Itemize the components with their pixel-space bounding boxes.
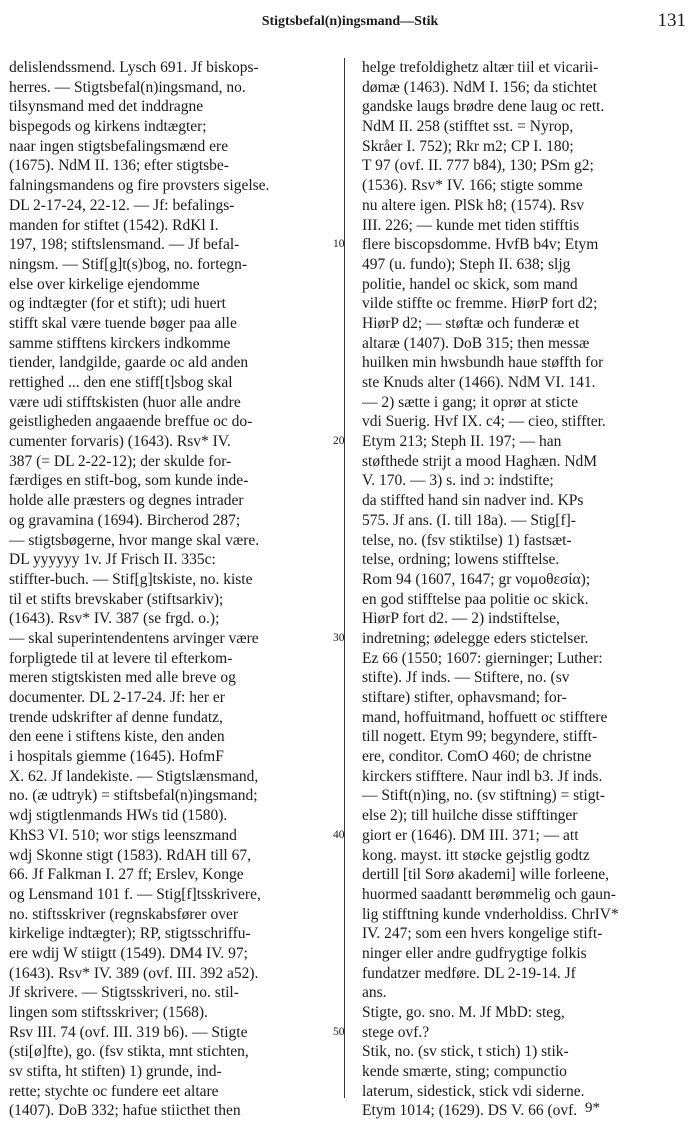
text-line: støfthede strijt a mood Haghæn. NdM [362,452,598,470]
text-line: vdi Suerig. Hvf IX. c4; — cieo, stiffter. [362,413,606,431]
text-line: (1675). NdM II. 136; efter stigtsbe- [9,157,229,175]
text-line: falningsmandens og fire provsters sigelse. [9,177,270,195]
text-line: stifft skal være tuende bøger paa alle [9,314,237,332]
text-line: mand, hoffuitmand, hoffuett oc stifftere [362,708,608,726]
text-line: wdj Skonne stigt (1583). RdAH till 67, [9,846,251,864]
text-line: III. 226; — kunde met tiden stifftis [362,216,580,234]
text-line: lig stifftning kunde vnderholdiss. ChrIV* [362,905,619,923]
text-line: og indtægter (for et stift); udi huert [9,295,226,313]
text-line: till nogett. Etym 99; begyndere, stifft- [362,728,598,746]
text-line: færdiges en stift-bog, som kunde inde- [9,472,249,490]
text-line: Stik, no. (sv stick, t stich) 1) stik- [362,1043,569,1061]
text-line: lingen som stiftsskriver; (1568). [9,1004,208,1021]
text-line: trende udskrifter af denne fundatz, [9,708,223,726]
text-line: politie, handel oc skick, som mand [362,275,578,293]
text-line: NdM II. 258 (stifftet sst. = Nyrop, [362,118,574,136]
text-line: (1536). Rsv* IV. 166; stigte somme [362,177,583,195]
text-line: manden for stiftet (1542). RdKl I. [9,216,219,234]
text-line: kirckers stifftere. Naur indl b3. Jf inds. [362,767,603,785]
text-line: holde alle præsters og degnes intrader [9,492,244,510]
text-line: til et stifts brevskaber (stiftsarkiv); [9,590,224,608]
text-line: huilken min hwsbundh haue støffth for [362,354,604,372]
line-number: 10 [333,238,345,251]
text-line: — Stift(n)ing, no. (sv stiftning) = stigt- [362,787,605,805]
text-line: geistligheden angaaende breffue oc do- [9,413,253,431]
text-line: ste Knuds alter (1466). NdM VI. 141. [362,374,596,391]
text-line: gandske laugs brødre dene laug oc rett. [362,98,605,116]
text-line: dertill [til Sorø akademi] wille forleene, [362,866,610,884]
line-number: 40 [333,829,345,842]
text-line: Jf skrivere. — Stigtsskriveri, no. stil- [9,984,239,1002]
text-line: — skal superintendentens arvinger være [9,629,259,647]
text-line: stiftare) stifter, ophavsmand; for- [362,689,567,706]
text-line: documenter. DL 2-17-24. Jf: her er [9,689,225,706]
line-number: 30 [333,632,345,645]
text-line: Rom 94 (1607, 1647; gr νομοθεσία); [362,570,591,588]
text-line: IV. 247; som een hvers kongelige stift- [362,925,603,943]
text-line: else 2); till huilche disse stifftinger [362,807,578,825]
text-line: delislendssmend. Lysch 691. Jf biskops- [9,59,259,76]
text-line: HiørP fort d2. — 2) indstiftelse, [362,610,560,628]
text-line: (1407). DoB 332; hafue stiicthet then [9,1102,241,1120]
text-line: else over kirkelige ejendomme [9,275,200,293]
text-line: og Lensmand 101 f. — Stig[f]tsskrivere, [9,885,261,903]
text-line: fundatzer medføre. DL 2-19-14. Jf [362,964,576,982]
text-line: 197, 198; stiftslensmand. — Jf befal- [9,236,240,254]
text-line: rette; stychte oc fundere eet altare [9,1082,219,1100]
text-line: huormed saadantt berømmelig och gaun- [362,885,616,903]
text-line: (1643). Rsv* IV. 387 (se frgd. o.); [9,610,220,628]
text-line: no. stiftsskriver (regnskabsfører over [9,905,238,923]
running-title: Stigtsbefal(n)ingsmand—Stik [261,14,439,29]
text-line: telse, ordning; lowens stifftelse. [362,551,560,569]
text-line: wdj stigtlenmands HWs tid (1580). [9,807,228,825]
text-line: DL yyyyyy 1v. Jf Frisch II. 335c: [9,551,216,569]
text-line: rettighed ... den ene stiff[t]sbog skal [9,374,233,391]
text-line: (sti[ø]fte), go. (fsv stikta, mnt stichten, [9,1043,249,1061]
text-line: herres. — Stigtsbefal(n)ingsmand, no. [9,78,246,96]
text-line: DL 2-17-24, 22-12. — Jf: befalings- [9,196,235,214]
text-line: forpligtede til at levere til efterkom- [9,649,233,667]
text-line: laterum, sidestick, stick vdi siderne. [362,1082,585,1100]
text-line: — 2) sætte i gang; it oprør at sticte [362,393,579,411]
text-line: ere, conditor. ComO 460; de christne [362,748,592,766]
text-line: kirkelige indtægter); RP, stigtsschriffu- [9,925,251,943]
text-line: dømæ (1463). NdM I. 156; da stichtet [362,78,598,96]
text-line: da stiffted hand sin nadver ind. KPs [362,492,584,510]
text-line: ningsm. — Stif[g]t(s)bog, no. fortegn- [9,255,248,273]
text-line: X. 62. Jf landekiste. — Stigtslænsmand, [9,767,259,785]
text-line: kong. mayst. itt støcke gejstlig godtz [362,846,590,864]
text-line: naar ingen stigtsbefalingsmænd ere [9,137,229,155]
text-line: nu altere igen. PlSk h8; (1574). Rsv [362,196,585,214]
text-line: Etym 213; Steph II. 197; — han [362,433,562,451]
text-line: telse, no. (fsv stiktilse) 1) fastsæt- [362,531,572,549]
text-line: 387 (= DL 2-22-12); der skulde for- [9,452,232,470]
running-header [0,10,700,36]
text-line: T 97 (ovf. II. 777 b84), 130; PSm g2; [362,157,594,175]
text-line: tiender, landgilde, gaarde oc ald anden [9,354,249,372]
text-line: og gravamina (1694). Bircherod 287; [9,511,241,529]
text-line: samme stifftens kirckers indkomme [9,334,231,352]
signature-mark: 9* [585,1100,600,1116]
text-line: ninger eller andre gudfrygtige folkis [362,944,587,962]
text-line: sv stifta, ht stiften) 1) grunde, ind- [9,1063,222,1081]
text-line: stiffter-buch. — Stif[g]tskiste, no. kiste [9,570,253,588]
text-line: indretning; ødelegge eders stictelser. [362,629,589,647]
text-line: helge trefoldighetz altær tiil et vicarii- [362,59,599,76]
text-line: 575. Jf ans. (I. till 18a). — Stig[f]- [362,511,576,529]
page-number: 131 [657,10,686,31]
text-line: ere wdij W stiigtt (1549). DM4 IV. 97; [9,944,248,962]
column-divider [344,58,345,1098]
text-line: stege ovf.? [362,1023,430,1041]
text-line: ans. [362,984,387,1002]
text-line: stifte). Jf inds. — Stiftere, no. (sv [362,669,570,687]
text-line: en god stifftelse paa politie oc skick. [362,590,589,608]
text-line: altaræ (1407). DoB 315; then messæ [362,334,590,352]
text-line: kende smærte, sting; compunctio [362,1063,567,1081]
line-number: 50 [333,1026,345,1039]
line-number: 20 [333,435,345,448]
text-line: den eene i stiftens kiste, den anden [9,728,225,746]
text-line: cumenter forvaris) (1643). Rsv* IV. [9,433,231,451]
text-line: tilsynsmand med det inddragne [9,98,204,116]
text-line: 66. Jf Falkman I. 27 ff; Erslev, Konge [9,866,244,884]
text-line: V. 170. — 3) s. ind ɔ: indstifte; [362,472,554,490]
text-line: Ez 66 (1550; 1607: gierninger; Luther: [362,649,603,667]
text-line: Stigte, go. sno. M. Jf MbD: steg, [362,1004,565,1021]
text-line: Etym 1014; (1629). DS V. 66 (ovf. [362,1102,578,1120]
text-line: flere biscopsdomme. HvfB b4v; Etym [362,236,599,254]
text-line: no. (æ udtryk) = stiftsbefal(n)ingsmand; [9,787,258,805]
text-line: bispegods og kirkens indtægter; [9,118,207,136]
text-line: i hospitals giemme (1645). HofmF [9,748,224,766]
text-line: meren stigtskisten med alle breve og [9,669,236,687]
text-line: KhS3 VI. 510; wor stigs leenszmand [9,826,237,844]
text-line: Rsv III. 74 (ovf. III. 319 b6). — Stigte [9,1023,248,1041]
text-line: — stigtsbøgerne, hvor mange skal være. [9,531,260,549]
text-line: (1643). Rsv* IV. 389 (ovf. III. 392 a52). [9,964,259,982]
right-column [362,58,684,1121]
text-line: 497 (u. fundo); Steph II. 638; sljg [362,255,571,273]
text-line: vilde stiffte oc fremme. HiørP fort d2; [362,295,598,313]
text-line: Skråer I. 752); Rkr m2; CP I. 180; [362,137,574,155]
text-line: giort er (1646). DM III. 371; — att [362,826,579,844]
left-column [9,58,331,1121]
text-line: være udi stifftskisten (huor alle andre [9,393,241,411]
text-line: HiørP d2; — støftæ och funderæ et [362,314,580,332]
